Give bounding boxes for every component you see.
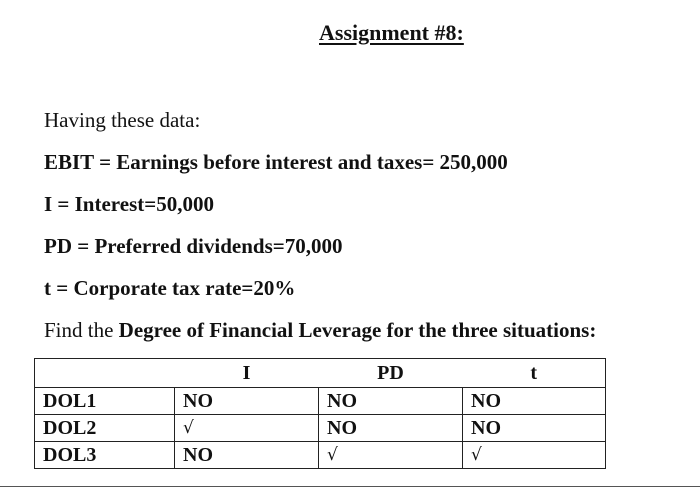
row-label: DOL3 [35, 442, 175, 469]
ebit-line: EBIT = Earnings before interest and taxes= 250,000 [44, 150, 508, 174]
table-header-row [35, 359, 606, 388]
header-tax: t [463, 359, 606, 388]
intro-text: Having these data: [44, 108, 201, 132]
situations-table [34, 358, 606, 469]
bottom-divider [0, 486, 700, 487]
table-row [35, 415, 606, 442]
table-row [35, 442, 606, 469]
cell-pd: NO [319, 388, 463, 415]
cell-tax: NO [463, 415, 606, 442]
cell-interest: NO [175, 442, 319, 469]
cell-interest: NO [175, 388, 319, 415]
table-row [35, 388, 606, 415]
cell-pd: √ [319, 442, 463, 469]
tax-rate-line: t = Corporate tax rate=20% [44, 276, 296, 300]
question-line [44, 318, 596, 343]
cell-pd: NO [319, 415, 463, 442]
cell-tax: NO [463, 388, 606, 415]
header-interest: I [175, 359, 319, 388]
header-blank [35, 359, 175, 388]
row-label: DOL1 [35, 388, 175, 415]
cell-tax: √ [463, 442, 606, 469]
interest-line: I = Interest=50,000 [44, 192, 214, 216]
row-label: DOL2 [35, 415, 175, 442]
question-emphasis: Degree of Financial Leverage for the three situations: [118, 318, 597, 342]
preferred-dividends-line: PD = Preferred dividends=70,000 [44, 234, 343, 258]
cell-interest: √ [175, 415, 319, 442]
header-pd: PD [319, 359, 463, 388]
assignment-title: Assignment #8: [319, 20, 464, 45]
question-prefix: Find the [44, 318, 119, 342]
